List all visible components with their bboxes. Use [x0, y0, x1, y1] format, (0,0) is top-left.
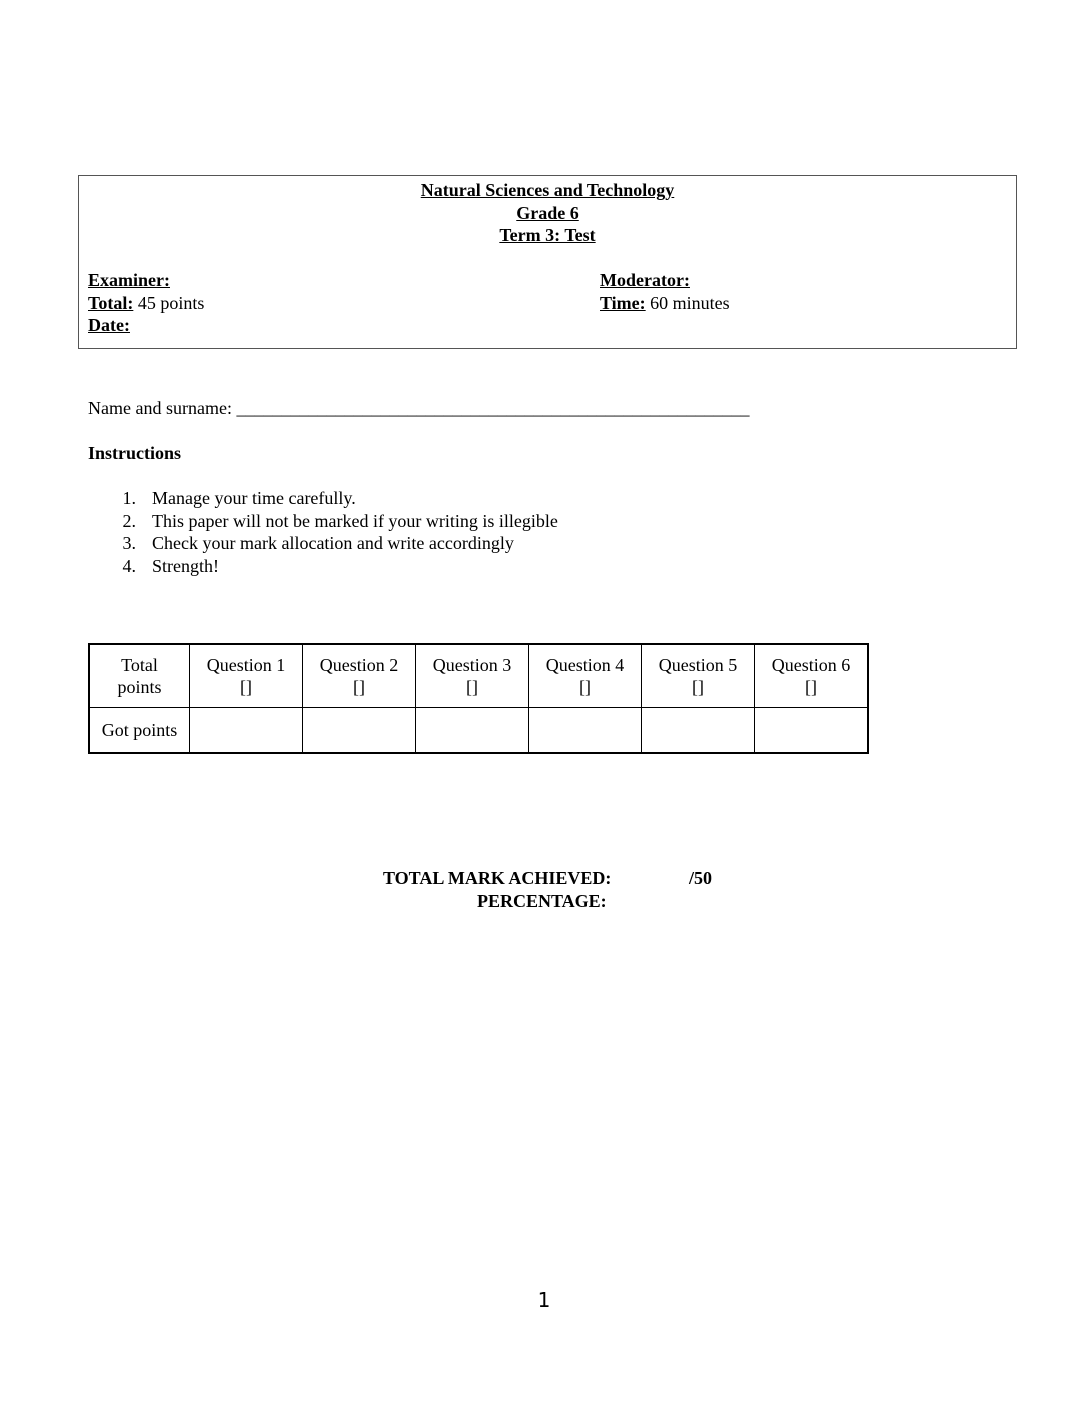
- question-4-header: Question 4 []: [529, 644, 642, 708]
- time-value: 60 minutes: [645, 293, 730, 313]
- instruction-item: 2. This paper will not be marked if your writing is illegible: [122, 510, 558, 531]
- page-number: 1: [537, 1288, 551, 1312]
- table-row: [89, 708, 868, 754]
- examiner-field: [88, 269, 170, 291]
- subject-title: Natural Sciences and Technology: [420, 180, 675, 200]
- instructions-list: [88, 487, 558, 577]
- instruction-item: 4. Strength!: [122, 555, 219, 576]
- total-mark-value: /50: [689, 868, 713, 888]
- got-points-q2-cell[interactable]: [303, 708, 416, 754]
- total-mark-label: TOTAL MARK ACHIEVED:: [383, 868, 612, 888]
- question-6-header: Question 6 []: [755, 644, 869, 708]
- name-surname-line: _________________________________________________________: [236, 398, 750, 418]
- moderator-field: [600, 269, 690, 291]
- total-points-header: Total points: [89, 644, 190, 708]
- total-label: Total:: [88, 293, 134, 313]
- name-surname-field[interactable]: [88, 397, 749, 419]
- percentage-label: PERCENTAGE:: [477, 891, 607, 911]
- got-points-q1-cell[interactable]: [190, 708, 303, 754]
- got-points-q6-cell[interactable]: [755, 708, 869, 754]
- instructions-heading: Instructions: [88, 443, 182, 463]
- total-value: 45 points: [133, 293, 205, 313]
- question-2-header: Question 2 []: [303, 644, 416, 708]
- total-field: [88, 292, 204, 314]
- got-points-label: Got points: [89, 708, 190, 754]
- term-title: Term 3: Test: [499, 225, 596, 245]
- exam-header-box: [78, 175, 1017, 349]
- date-field: [88, 314, 130, 336]
- time-field: [600, 292, 730, 314]
- got-points-q5-cell[interactable]: [642, 708, 755, 754]
- got-points-q4-cell[interactable]: [529, 708, 642, 754]
- moderator-label: Moderator:: [600, 270, 690, 290]
- question-3-header: Question 3 []: [416, 644, 529, 708]
- examiner-label: Examiner:: [88, 270, 170, 290]
- instruction-item: 3. Check your mark allocation and write accordingly: [122, 533, 514, 553]
- time-label: Time:: [600, 293, 646, 313]
- points-table: [88, 643, 869, 754]
- grade-title: Grade 6: [516, 203, 579, 223]
- date-label: Date:: [88, 315, 130, 335]
- instruction-item: 1. Manage your time carefully.: [122, 488, 356, 508]
- name-surname-label: Name and surname:: [88, 398, 232, 418]
- got-points-q3-cell[interactable]: [416, 708, 529, 754]
- question-5-header: Question 5 []: [642, 644, 755, 708]
- question-1-header: Question 1 []: [190, 644, 303, 708]
- table-row: [89, 644, 868, 708]
